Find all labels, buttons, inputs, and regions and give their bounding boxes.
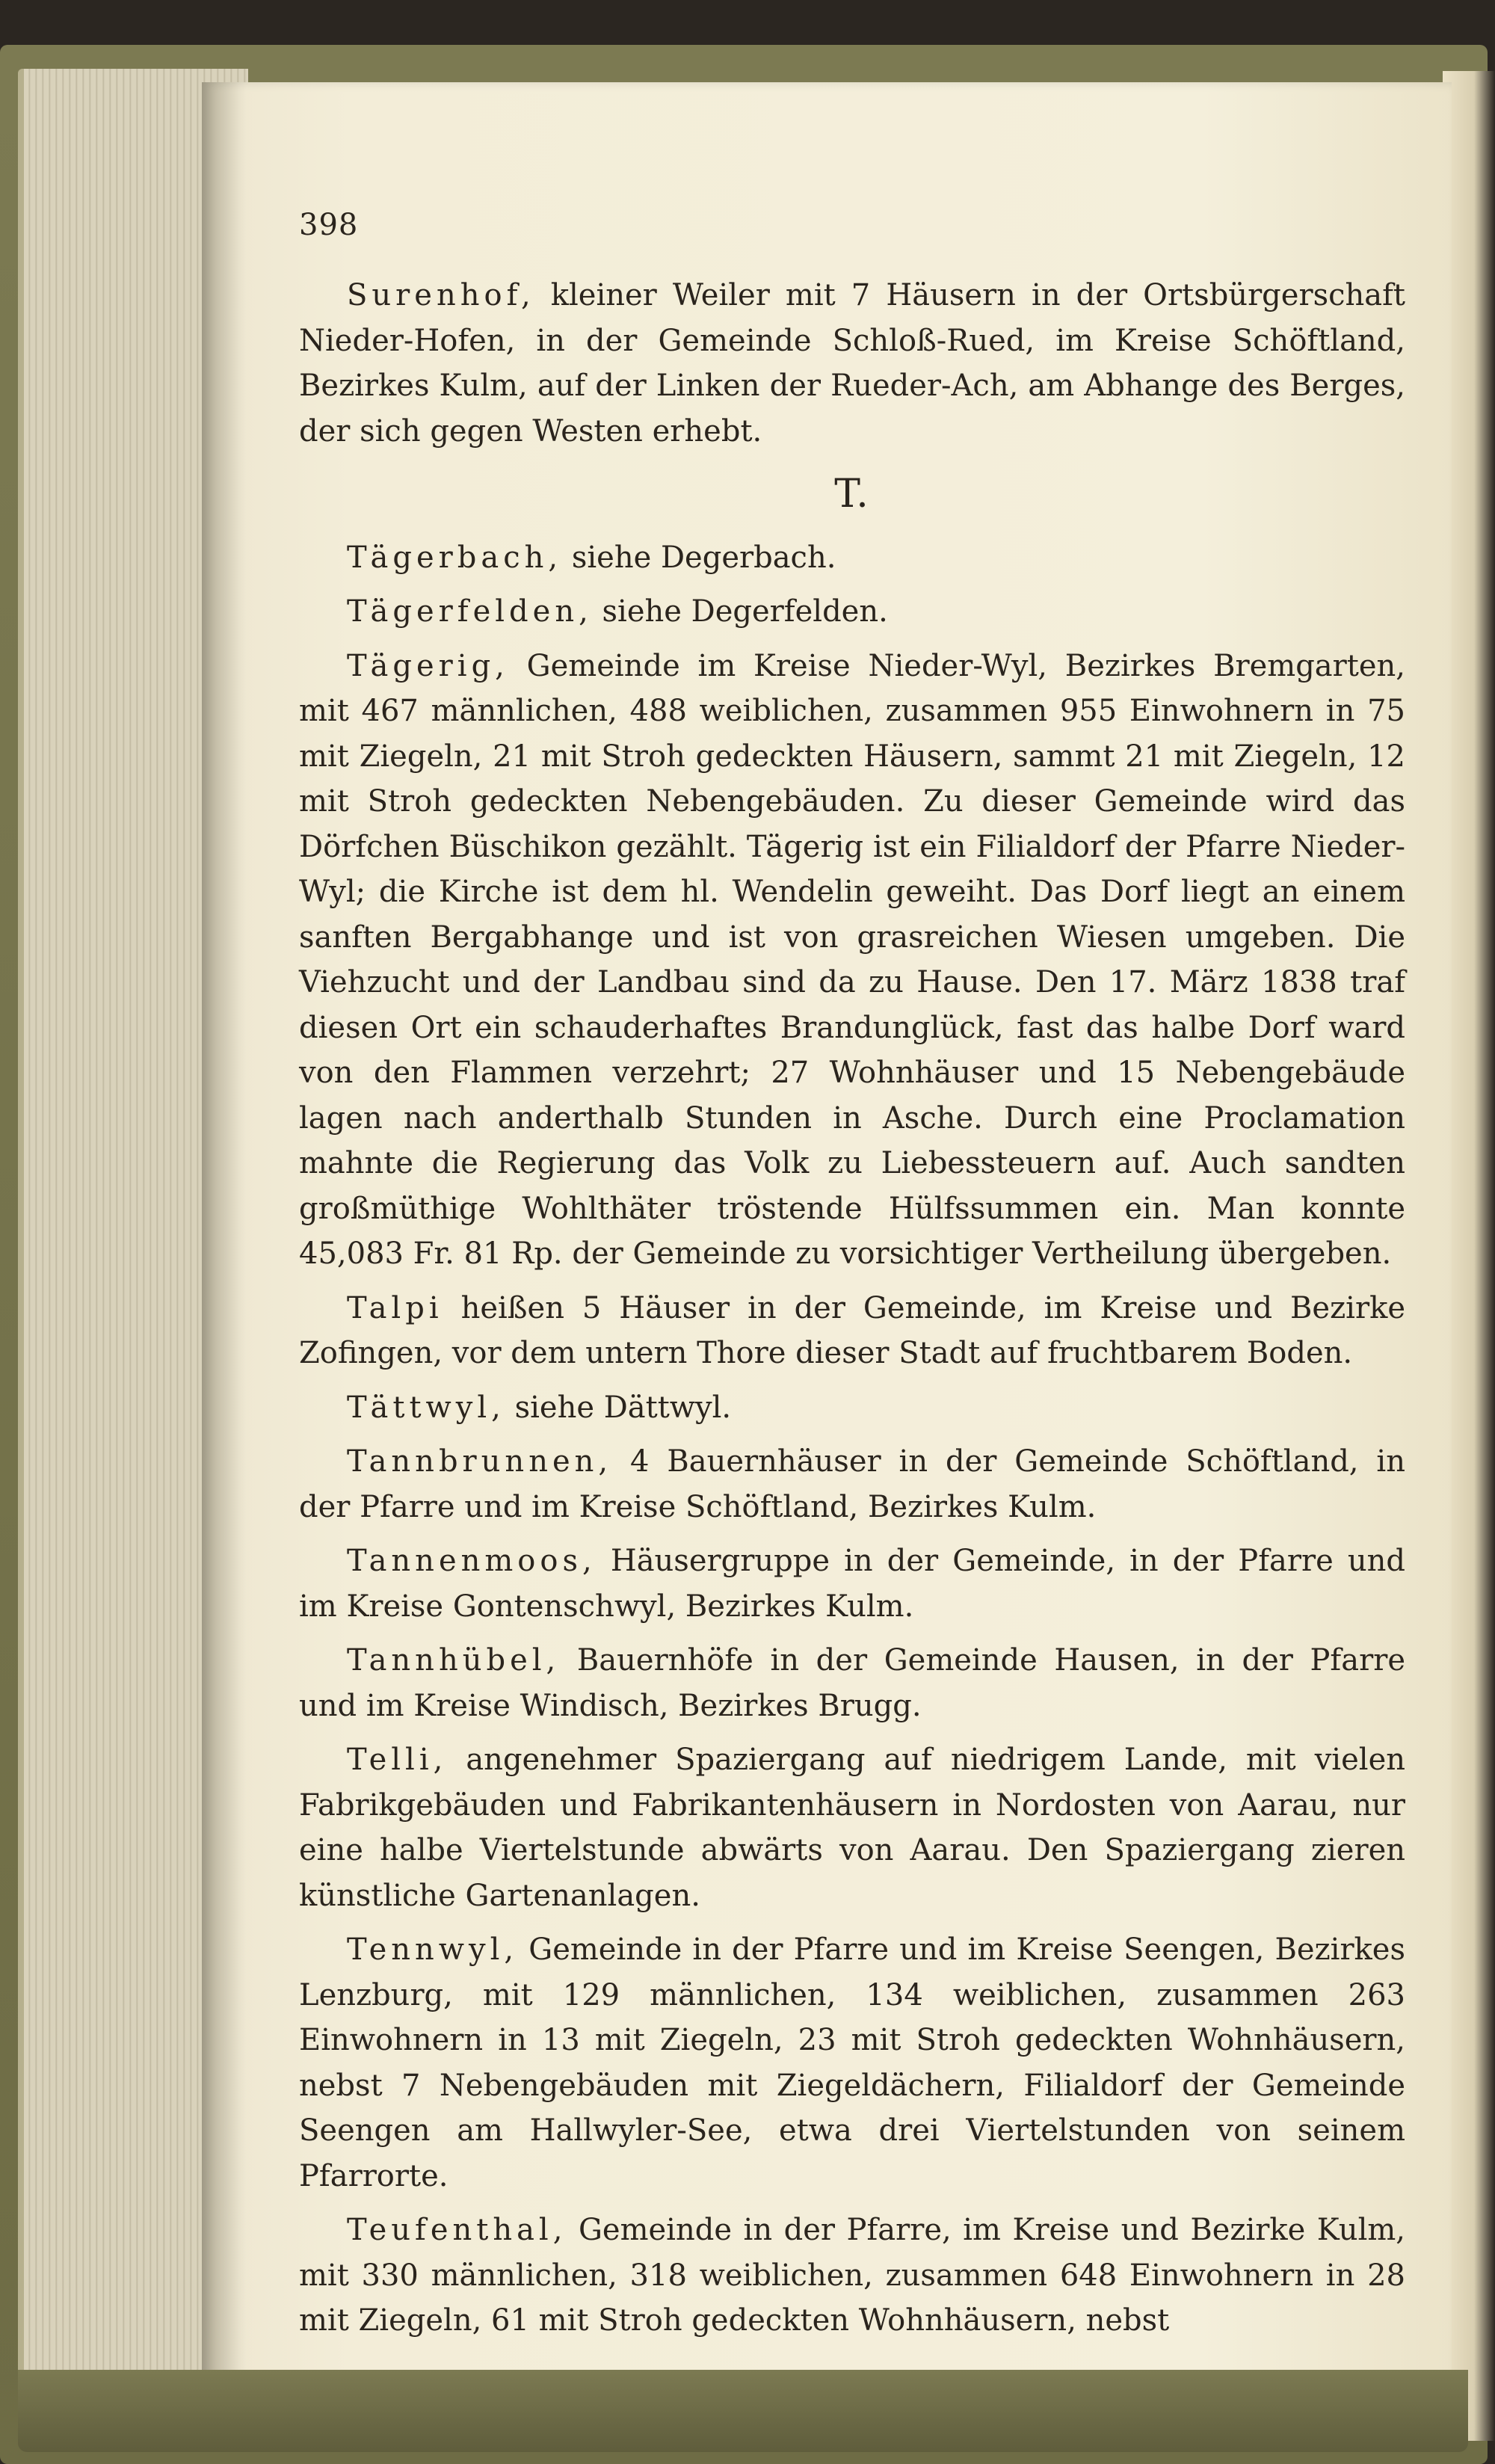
entry-teufenthal (299, 2208, 1405, 2344)
entry-taettwyl (299, 1385, 1405, 1431)
entry-text: siehe Degerfelden. (592, 594, 888, 629)
entry-taegerbach (299, 535, 1405, 581)
section-letter: T. (834, 472, 870, 517)
headword: Tättwyl, (347, 1390, 505, 1425)
entry-text: angenehmer Spaziergang auf niedrigem Lande, mit vielen Fabrikgebäuden und Fabrikantenhäusern in Nordosten von Aarau, nur eine halbe Viertelstunde abwärts von Aarau. Den Spaziergang zieren künstliche Gartenanlagen. (299, 1743, 1405, 1913)
entry-tennwyl (299, 1927, 1405, 2199)
headword: Tägerfelden, (347, 594, 593, 629)
headword: Tannbrunnen, (347, 1444, 613, 1479)
entry-text: Gemeinde im Kreise Nieder-Wyl, Bezirkes Bremgarten, mit 467 männlichen, 488 weiblichen, zusammen 955 Einwohnern in 75 mit Ziegeln, 21 mit Stroh gedeckten Häusern, sammt 21 mit Ziegeln, 12 mit Stroh gedeckten Nebengebäuden. Zu dieser Gemeinde wird das Dörfchen Büschikon gezählt. Tägerig ist ein Filialdorf der Pfarre Nieder-Wyl; die Kirche ist dem hl. Wendelin geweiht. Das Dorf liegt an einem sanften Bergabhange und ist von grasreichen Wiesen umgeben. Die Viehzucht und der Landbau sind da zu Hause. Den 17. März 1838 traf diesen Ort ein schauderhaftes Brandunglück, fast das halbe Dorf ward von den Flammen verzehrt; 27 Wohnhäuser und 15 Nebengebäude lagen nach anderthalb Stunden in Asche. Durch eine Proclamation mahnte die Regierung das Volk zu Liebessteuern auf. Auch sandten großmüthige Wohlthäter tröstende Hülfssummen ein. Man konnte 45,083 Fr. 81 Rp. der Gemeinde zu vorsichtiger Vertheilung übergeben. (299, 648, 1405, 1271)
book-bottom-edge (18, 2370, 1468, 2452)
entry-text: Gemeinde in der Pfarre, im Kreise und Bezirke Kulm, mit 330 männlichen, 318 weiblichen, zusammen 648 Einwohnern in 28 mit Ziegeln, 61 mit Stroh gedeckten Wohnhäusern, nebst (299, 2213, 1405, 2338)
headword: Talpi (347, 1290, 443, 1325)
entry-text: Gemeinde in der Pfarre und im Kreise Seengen, Bezirkes Lenzburg, mit 129 männlichen, 134 weiblichen, zusammen 263 Einwohnern in 13 mit Ziegeln, 23 mit Stroh gedeckten Wohnhäusern, nebst 7 Nebengebäuden mit Ziegeldächern, Filialdorf der Gemeinde Seengen am Hallwyler-See, etwa drei Viertelstunden von seinem Pfarrorte. (299, 1932, 1405, 2193)
headword: Teufenthal, (347, 2213, 567, 2247)
entry-telli (299, 1737, 1405, 1918)
entry-text: Bauernhöfe in der Gemeinde Hausen, in der Pfarre und im Kreise Windisch, Bezirkes Brugg. (299, 1643, 1405, 1723)
page-fold-shadow (202, 82, 247, 2422)
entry-text: kleiner Weiler mit 7 Häusern in der Ortsbürgerschaft Nieder-Hofen, in der Gemeinde Schloß-Rued, im Kreise Schöftland, Bezirkes Kulm, auf der Linken der Rueder-Ach, am Abhange des Berges, der sich gegen Westen erhebt. (299, 278, 1405, 449)
entry-text: heißen 5 Häuser in der Gemeinde, im Kreise und Bezirke Zofingen, vor dem untern Thore dieser Stadt auf fruchtbarem Boden. (299, 1290, 1405, 1370)
headword: Tannhübel, (347, 1643, 561, 1678)
headword: Telli, (347, 1743, 448, 1777)
headword: Tannenmoos, (347, 1544, 597, 1578)
page-number: 398 (299, 208, 359, 242)
entry-text: siehe Degerbach. (562, 540, 836, 575)
entry-tannbrunnen (299, 1439, 1405, 1530)
entry-talpi (299, 1286, 1405, 1376)
headword: Tennwyl, (347, 1932, 519, 1967)
entry-taegerfelden (299, 589, 1405, 635)
headword: Tägerig, (347, 648, 509, 683)
headword: Surenhof, (347, 278, 535, 312)
headword: Tägerbach, (347, 540, 563, 575)
page-text (299, 273, 1405, 2353)
entry-taegerig (299, 644, 1405, 1277)
entry-tannenmoos (299, 1539, 1405, 1629)
entry-text: siehe Dättwyl. (505, 1390, 732, 1425)
entry-tannhuebel (299, 1638, 1405, 1728)
entry-text: Häusergruppe in der Gemeinde, in der Pfarre und im Kreise Gontenschwyl, Bezirkes Kulm. (299, 1544, 1405, 1624)
entry-surenhof (299, 273, 1405, 454)
entry-text: 4 Bauernhäuser in der Gemeinde Schöftland, in der Pfarre und im Kreise Schöftland, Bezirkes Kulm. (299, 1444, 1405, 1524)
